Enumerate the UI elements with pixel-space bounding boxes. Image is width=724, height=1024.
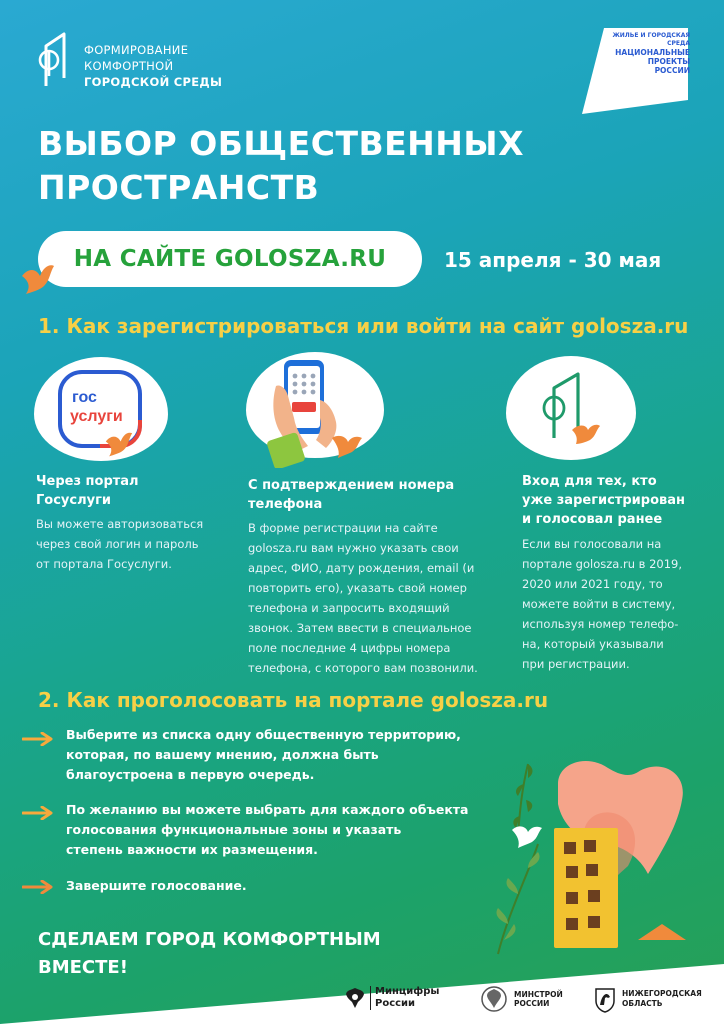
arrow-right-icon	[22, 880, 54, 894]
step-1-text	[66, 725, 506, 785]
column-3-body-line: можете войти в систему,	[522, 597, 676, 611]
column-2-body-line: адрес, ФИО, дату рождения, email (и	[248, 561, 475, 575]
slogan	[38, 926, 381, 982]
column-2-body-line: звонок. Затем ввести в специальное	[248, 621, 472, 635]
brand-logo-icon	[38, 30, 74, 90]
column-3-body-line: 2020 или 2021 году, то	[522, 577, 663, 591]
coat-of-arms-icon	[344, 986, 366, 1010]
partner-mincifry	[344, 984, 456, 1016]
step-1-line: благоустроена в первую очередь.	[66, 767, 315, 782]
step-2-text	[66, 800, 506, 860]
column-2-body-line: golosza.ru вам нужно указать свои	[248, 541, 459, 555]
bird-icon	[20, 262, 56, 296]
national-projects-text	[610, 32, 690, 75]
partner-minstroy	[480, 984, 580, 1016]
column-1-title-line: Через портал	[36, 474, 139, 489]
column-1-body	[36, 514, 236, 574]
column-3-body-line: используя номер телефо-	[522, 617, 679, 631]
gosuslugi-logo	[50, 364, 150, 454]
column-1-title	[36, 472, 226, 510]
np-big-text: НАЦИОНАЛЬНЫЕ ПРОЕКТЫ РОССИИ	[615, 48, 690, 75]
section-2-heading: 2. Как проголосовать на портале golosza.ru	[38, 688, 549, 712]
brand-line-2: КОМФОРТНОЙ	[84, 59, 174, 73]
np-small-text: ЖИЛЬЕ И ГОРОДСКАЯ СРЕДА	[612, 32, 690, 47]
nizhny-coat-of-arms-icon	[594, 985, 616, 1013]
column-1-body-line: Вы можете авторизоваться	[36, 517, 204, 531]
mincifry-line-2: России	[375, 998, 416, 1009]
nizhny-line-2: ОБЛАСТЬ	[622, 999, 663, 1008]
step-3-line: Завершите голосование.	[66, 878, 247, 893]
column-3-body-line: Если вы голосовали на	[522, 537, 662, 551]
minstroy-line-2: РОССИИ	[514, 999, 550, 1008]
arrow-right-icon	[22, 806, 54, 820]
step-2-line: степень важности их размещения.	[66, 842, 318, 857]
city-illustration	[488, 744, 724, 974]
partner-nizhny	[594, 984, 714, 1016]
column-2-body-line: телефона, с которого вам позвонили.	[248, 661, 478, 675]
voting-dates: 15 апреля - 30 мая	[444, 248, 662, 272]
column-3-body-line: на, который указывали	[522, 637, 664, 651]
brand-name	[84, 42, 222, 90]
slogan-line-2: ВМЕСТЕ!	[38, 957, 128, 978]
site-label[interactable]: НА САЙТЕ GOLOSZA.RU	[73, 246, 387, 272]
step-1-line: которая, по вашему мнению, должна быть	[66, 747, 379, 762]
column-3-body-line: при регистрации.	[522, 657, 630, 671]
column-2-body-line: В форме регистрации на сайте	[248, 521, 438, 535]
column-3-title-line: уже зарегистрирован	[522, 493, 685, 508]
column-2-body-line: телефона и запросить входящий	[248, 601, 450, 615]
mincifry-line-1: Минцифры	[375, 986, 440, 997]
column-3-body-line: портале golosza.ru в 2019,	[522, 557, 683, 571]
column-2-body-line: повторить его), указать свой номер	[248, 581, 467, 595]
section-1-heading: 1. Как зарегистрироваться или войти на сайт golosza.ru	[38, 314, 689, 338]
arrow-right-icon	[22, 732, 54, 746]
title-line-1: ВЫБОР ОБЩЕСТВЕННЫХ	[38, 124, 525, 163]
title-line-2: ПРОСТРАНСТВ	[38, 168, 320, 207]
step-2-line: голосования функциональные зоны и указать	[66, 822, 402, 837]
page-title	[38, 122, 524, 210]
slogan-line-1: СДЕЛАЕМ ГОРОД КОМФОРТНЫМ	[38, 929, 381, 950]
step-3-text	[66, 876, 366, 896]
gosuslugi-logo-bottom: услуги	[70, 408, 123, 425]
phone-icon	[262, 356, 372, 468]
brand-line-1: ФОРМИРОВАНИЕ	[84, 43, 189, 57]
bird-icon	[104, 430, 134, 458]
column-2-title	[248, 476, 478, 514]
partner-logos	[344, 984, 714, 1016]
gosuslugi-logo-top: гос	[72, 389, 97, 406]
column-3-title	[522, 472, 702, 529]
step-2-line: По желанию вы можете выбрать для каждого объекта	[66, 802, 469, 817]
nizhny-line-1: НИЖЕГОРОДСКАЯ	[622, 989, 702, 998]
column-1-body-line: от портала Госуслуги.	[36, 557, 172, 571]
column-3-body	[522, 534, 712, 674]
minstroy-emblem-icon	[480, 984, 508, 1014]
column-3-title-line: и голосовал ранее	[522, 512, 663, 527]
column-2-body	[248, 518, 498, 678]
brand-logo-icon	[532, 364, 602, 446]
minstroy-line-1: МИНСТРОЙ	[514, 990, 563, 999]
column-2-title-line: С подтверждением номера	[248, 478, 455, 493]
column-1-title-line: Госуслуги	[36, 493, 111, 508]
column-1-body-line: через свой логин и пароль	[36, 537, 199, 551]
step-1-line: Выберите из списка одну общественную территорию,	[66, 727, 461, 742]
column-2-title-line: телефона	[248, 497, 323, 512]
brand-line-3: ГОРОДСКОЙ СРЕДЫ	[84, 75, 223, 89]
column-3-title-line: Вход для тех, кто	[522, 474, 657, 489]
column-2-body-line: поле последние 4 цифры номера	[248, 641, 451, 655]
